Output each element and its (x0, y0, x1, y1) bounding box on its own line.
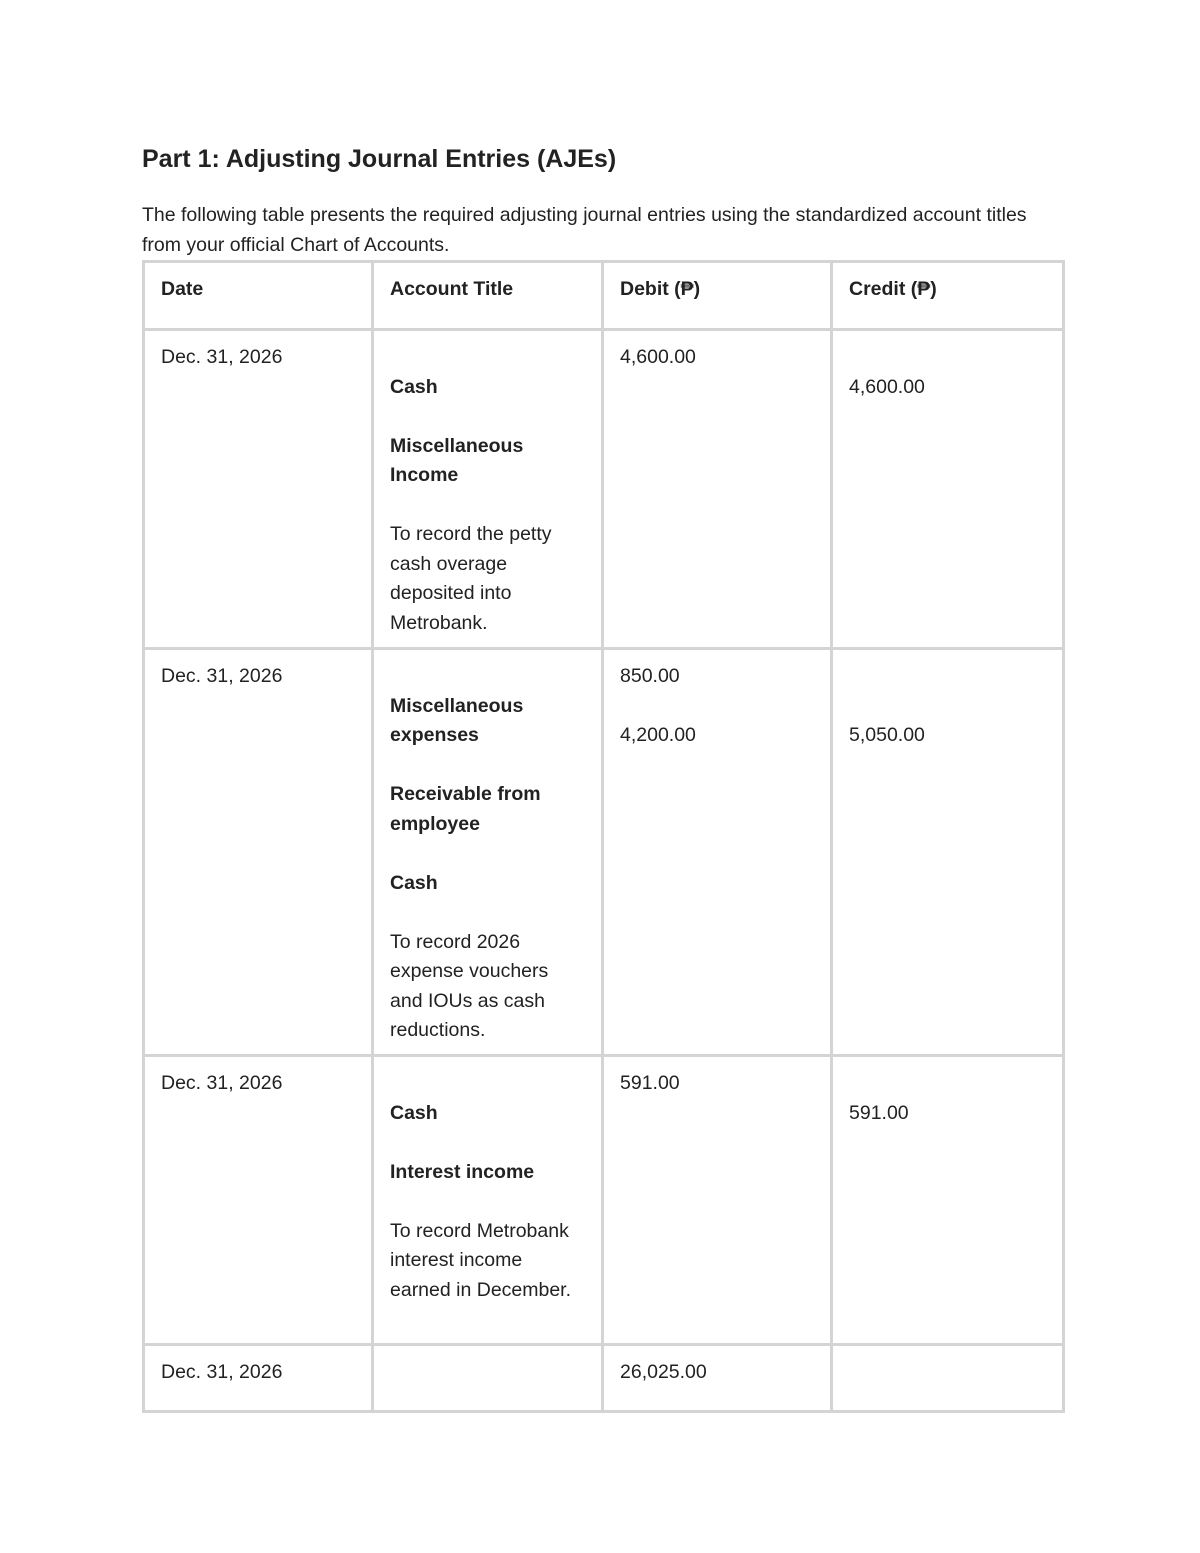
debit-cell (603, 649, 832, 1056)
debit-cell (603, 330, 832, 649)
credit-cell (832, 330, 1064, 649)
account-title: Miscellaneous expenses (390, 694, 524, 746)
account-cell (373, 649, 603, 1056)
account-cell (373, 1345, 603, 1412)
credit-amount: 4,600.00 (849, 375, 925, 398)
account-cell (373, 330, 603, 649)
debit-amount: 4,600.00 (620, 346, 696, 368)
header-credit: Credit (₱) (832, 262, 1064, 330)
section-heading: Part 1: Adjusting Journal Entries (AJEs) (142, 145, 617, 173)
account-title: Interest income (390, 1160, 535, 1183)
entry-description: To record Metrobank interest income earned in December. (390, 1219, 572, 1301)
account-title: Miscellaneous Income (390, 434, 524, 486)
entry-description: To record the petty cash overage deposited into Metrobank. (390, 523, 552, 634)
table-header-row (144, 262, 1064, 330)
table-row (144, 649, 1064, 1056)
debit-amount: 26,025.00 (620, 1361, 707, 1383)
credit-amount: 5,050.00 (849, 724, 925, 746)
credit-cell (832, 1345, 1064, 1412)
table-row (144, 330, 1064, 649)
date-cell: Dec. 31, 2026 (144, 1056, 373, 1345)
debit-amount: 850.00 (620, 665, 680, 687)
header-account-title: Account Title (373, 262, 603, 330)
aje-table (142, 260, 1065, 1413)
intro-paragraph: The following table presents the required adjusting journal entries using the standardized account titles from your official Chart of Accounts. (142, 204, 1027, 256)
credit-amount: 591.00 (849, 1101, 909, 1124)
debit-amount: 591.00 (620, 1072, 680, 1094)
credit-cell (832, 649, 1064, 1056)
date-cell: Dec. 31, 2026 (144, 330, 373, 649)
debit-amount: 4,200.00 (620, 724, 696, 746)
header-debit: Debit (₱) (603, 262, 832, 330)
table-row (144, 1056, 1064, 1345)
account-cell (373, 1056, 603, 1345)
account-title: Cash (390, 871, 438, 894)
debit-cell (603, 1345, 832, 1412)
account-title: Receivable from employee (390, 783, 541, 835)
entry-description: To record 2026 expense vouchers and IOUs as cash reductions. (390, 930, 549, 1041)
account-title: Cash (390, 375, 438, 398)
debit-cell (603, 1056, 832, 1345)
table-row (144, 1345, 1064, 1412)
header-date: Date (144, 262, 373, 330)
date-cell: Dec. 31, 2026 (144, 1345, 373, 1412)
account-title: Cash (390, 1101, 438, 1124)
date-cell: Dec. 31, 2026 (144, 649, 373, 1056)
credit-cell (832, 1056, 1064, 1345)
